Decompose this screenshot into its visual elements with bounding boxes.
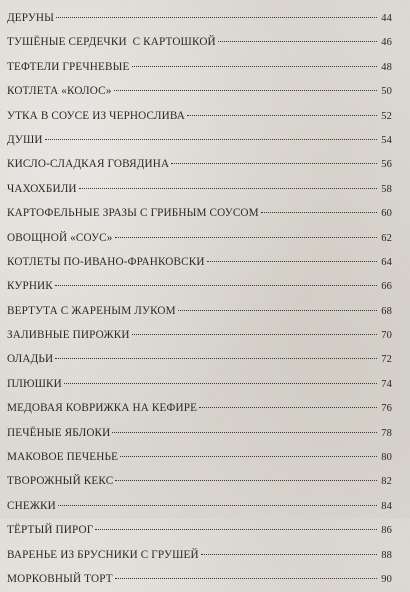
toc-entry bbox=[7, 104, 392, 128]
toc-entry-title: ТЁРТЫЙ ПИРОГ bbox=[7, 524, 94, 537]
toc-dot-leader bbox=[56, 17, 377, 18]
toc-entry bbox=[7, 543, 392, 567]
toc-entry-title: ПЕЧЁНЫЕ ЯБЛОКИ bbox=[7, 426, 111, 439]
toc-entry-page: 82 bbox=[381, 476, 392, 488]
toc-entry-title: ЧАХОХБИЛИ bbox=[7, 182, 77, 195]
toc-dot-leader bbox=[55, 285, 377, 286]
toc-entry bbox=[7, 79, 392, 103]
toc-entry-page: 58 bbox=[381, 183, 392, 195]
toc-dot-leader bbox=[199, 407, 377, 408]
toc-dot-leader bbox=[115, 578, 377, 579]
toc-entry bbox=[7, 299, 392, 323]
toc-entry-page: 76 bbox=[381, 403, 392, 415]
toc-dot-leader bbox=[207, 261, 377, 262]
toc-entry-page: 74 bbox=[381, 378, 392, 390]
toc-entry bbox=[7, 274, 392, 298]
toc-dot-leader bbox=[120, 456, 377, 457]
toc-dot-leader bbox=[171, 163, 377, 164]
toc-entry-page: 84 bbox=[381, 500, 392, 512]
toc-entry-page: 88 bbox=[381, 549, 392, 561]
toc-entry-page: 46 bbox=[381, 37, 392, 49]
toc-entry-page: 44 bbox=[381, 13, 392, 24]
toc-entry-title: ДЕРУНЫ bbox=[7, 12, 55, 24]
toc-entry bbox=[7, 421, 392, 445]
toc-entry-page: 78 bbox=[381, 427, 392, 439]
toc-entry-title: УТКА В СОУСЕ ИЗ ЧЕРНОСЛИВА bbox=[7, 109, 185, 122]
toc-dot-leader bbox=[187, 115, 377, 116]
toc-entry bbox=[7, 494, 392, 518]
toc-dot-leader bbox=[112, 432, 377, 433]
toc-entry-page: 64 bbox=[381, 256, 392, 268]
toc-entry bbox=[7, 396, 392, 420]
toc-entry bbox=[7, 6, 392, 30]
toc-entry-page: 50 bbox=[381, 86, 392, 98]
toc-dot-leader bbox=[95, 529, 377, 530]
toc-entry-title: КОТЛЕТА «КОЛОС» bbox=[7, 85, 112, 98]
toc-entry-page: 52 bbox=[381, 110, 392, 122]
toc-entry-title: ОВОЩНОЙ «СОУС» bbox=[7, 231, 113, 244]
toc-entry-title: СНЕЖКИ bbox=[7, 499, 56, 512]
toc-entry bbox=[7, 518, 392, 542]
toc-entry-page: 56 bbox=[381, 159, 392, 171]
toc-entry-title: ТВОРОЖНЫЙ КЕКС bbox=[7, 475, 114, 488]
toc-dot-leader bbox=[115, 480, 377, 481]
toc-entry bbox=[7, 250, 392, 274]
toc-dot-leader bbox=[114, 90, 377, 91]
toc-entry-title: МЕДОВАЯ КОВРИЖКА НА КЕФИРЕ bbox=[7, 402, 198, 415]
toc-dot-leader bbox=[115, 237, 377, 238]
toc-dot-leader bbox=[178, 310, 377, 311]
toc-entry bbox=[7, 347, 392, 371]
toc-entry bbox=[7, 55, 392, 79]
toc-entry-page: 90 bbox=[381, 573, 392, 585]
toc-entry-page: 80 bbox=[381, 452, 392, 464]
toc-entry-title: ЗАЛИВНЫЕ ПИРОЖКИ bbox=[7, 329, 130, 342]
toc-dot-leader bbox=[201, 554, 377, 555]
toc-dot-leader bbox=[261, 212, 377, 213]
toc-entry bbox=[7, 226, 392, 250]
toc-dot-leader bbox=[45, 139, 377, 140]
toc-entry bbox=[7, 469, 392, 493]
toc-entry-title: ДУШИ bbox=[7, 133, 43, 146]
toc-entry bbox=[7, 372, 392, 396]
table-of-contents bbox=[7, 6, 392, 591]
toc-dot-leader bbox=[64, 383, 377, 384]
toc-entry-page: 86 bbox=[381, 525, 392, 537]
toc-entry bbox=[7, 177, 392, 201]
toc-entry bbox=[7, 201, 392, 225]
toc-entry-title: ВЕРТУТА С ЖАРЕНЫМ ЛУКОМ bbox=[7, 304, 176, 317]
toc-entry-page: 70 bbox=[381, 330, 392, 342]
toc-entry-page: 54 bbox=[381, 134, 392, 146]
toc-entry bbox=[7, 30, 392, 54]
toc-entry-page: 66 bbox=[381, 281, 392, 293]
toc-entry-page: 48 bbox=[381, 61, 392, 73]
toc-entry bbox=[7, 445, 392, 469]
toc-entry-title: МОРКОВНЫЙ ТОРТ bbox=[7, 572, 113, 585]
toc-dot-leader bbox=[218, 41, 377, 42]
toc-entry bbox=[7, 323, 392, 347]
toc-entry-title: ВАРЕНЬЕ ИЗ БРУСНИКИ С ГРУШЕЙ bbox=[7, 548, 199, 561]
toc-entry-title: КИСЛО-СЛАДКАЯ ГОВЯДИНА bbox=[7, 158, 170, 171]
toc-entry-page: 60 bbox=[381, 208, 392, 220]
toc-entry-title: КУРНИК bbox=[7, 280, 53, 293]
toc-entry-title: КОТЛЕТЫ ПО-ИВАНО-ФРАНКОВСКИ bbox=[7, 255, 205, 268]
toc-entry-title: ОЛАДЬИ bbox=[7, 353, 54, 366]
toc-dot-leader bbox=[55, 358, 377, 359]
toc-dot-leader bbox=[79, 188, 377, 189]
toc-entry bbox=[7, 152, 392, 176]
toc-entry-page: 68 bbox=[381, 305, 392, 317]
toc-entry-title: ТУШЁНЫЕ СЕРДЕЧКИ С КАРТОШКОЙ bbox=[7, 36, 216, 49]
toc-entry-title: ТЕФТЕЛИ ГРЕЧНЕВЫЕ bbox=[7, 60, 130, 73]
toc-entry bbox=[7, 567, 392, 591]
toc-dot-leader bbox=[132, 66, 377, 67]
toc-entry-page: 62 bbox=[381, 232, 392, 244]
toc-dot-leader bbox=[58, 505, 377, 506]
toc-entry-page: 72 bbox=[381, 354, 392, 366]
toc-entry-title: МАКОВОЕ ПЕЧЕНЬЕ bbox=[7, 451, 119, 464]
toc-entry-title: КАРТОФЕЛЬНЫЕ ЗРАЗЫ С ГРИБНЫМ СОУСОМ bbox=[7, 207, 259, 220]
toc-dot-leader bbox=[132, 334, 377, 335]
toc-entry-title: ПЛЮШКИ bbox=[7, 377, 62, 390]
toc-entry bbox=[7, 128, 392, 152]
